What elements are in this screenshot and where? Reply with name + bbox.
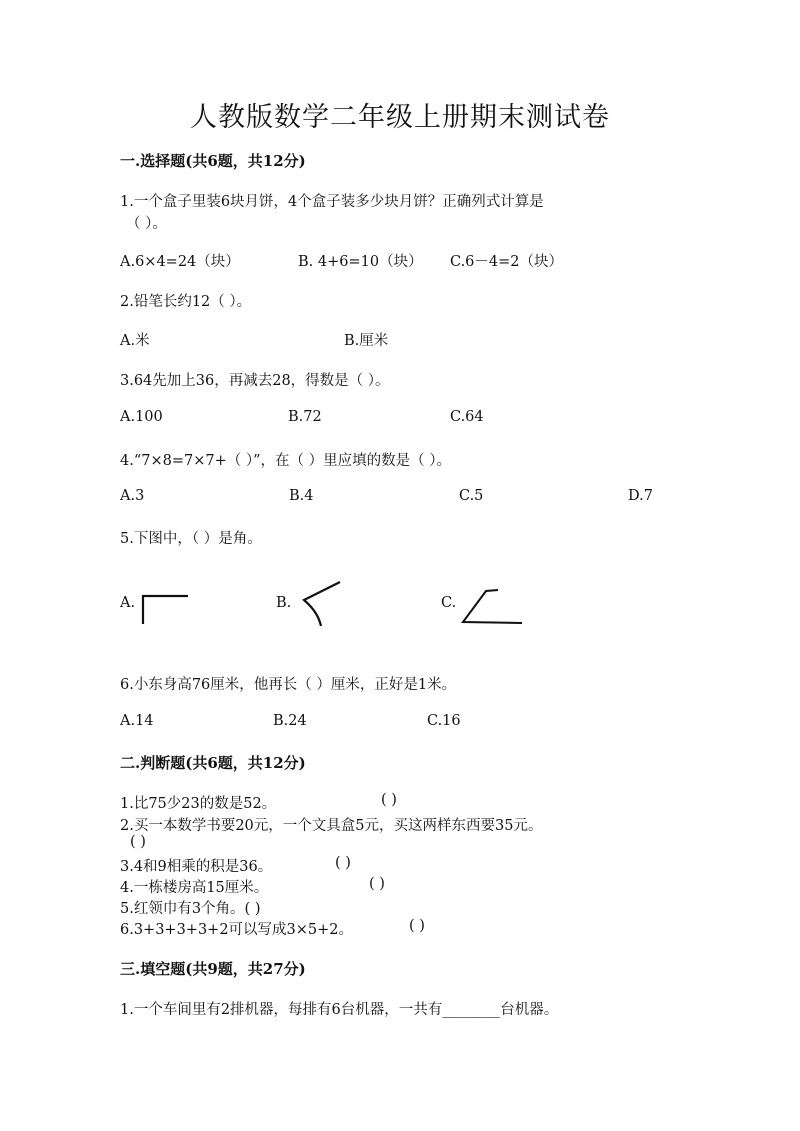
question-1-option-b[interactable]: B. 4+6=10（块）: [298, 254, 423, 270]
question-3-option-c[interactable]: C.64: [450, 409, 484, 425]
question-4-text: 4.“7×8=7×7+（ ）”，在（ ）里应填的数是（ ）。: [120, 453, 451, 469]
question-5-text: 5.下图中，（ ）是角。: [120, 531, 262, 547]
question-1-text: 1.一个盒子里装6块月饼，4个盒子装多少块月饼？正确列式计算是: [120, 194, 544, 210]
question-5-option-a[interactable]: A.: [120, 595, 136, 611]
question-5-option-c[interactable]: C.: [441, 595, 457, 611]
question-6-option-c[interactable]: C.16: [427, 713, 461, 729]
question-4-option-b[interactable]: B.4: [289, 488, 314, 504]
judge-item-2: 2.买一本数学书要20元，一个文具盒5元，买这两样东西要35元。: [120, 818, 543, 834]
judge-item-3-paren[interactable]: ( ): [335, 855, 351, 871]
fill-question-1: 1.一个车间里有2排机器，每排有6台机器，一共有________台机器。: [120, 1002, 559, 1018]
question-1-option-c[interactable]: C.6－4=2（块）: [450, 254, 564, 270]
judge-item-4: 4.一栋楼房高15厘米。: [120, 880, 269, 896]
question-3-option-a[interactable]: A.100: [120, 409, 163, 425]
page-title: 人教版数学二年级上册期末测试卷: [190, 102, 610, 133]
question-3-text: 3.64先加上36，再减去28，得数是（ ）。: [120, 373, 390, 389]
question-4-option-a[interactable]: A.3: [120, 488, 145, 504]
figure-curved-angle: [294, 578, 346, 630]
judge-item-5: 5.红领巾有3个角。( ): [120, 901, 261, 917]
judge-item-2-paren[interactable]: ( ): [130, 834, 146, 850]
question-2-option-a[interactable]: A.米: [120, 333, 150, 349]
question-2-text: 2.铅笔长约12（ ）。: [120, 294, 252, 310]
question-4-option-d[interactable]: D.7: [628, 488, 653, 504]
section-heading-judge: 二.判断题(共6题，共12分): [120, 754, 306, 772]
question-6-option-b[interactable]: B.24: [273, 713, 307, 729]
question-1-option-a[interactable]: A.6×4=24（块）: [120, 254, 240, 270]
figure-bent-line: [458, 586, 528, 628]
section-heading-choice: 一.选择题(共6题，共12分): [120, 152, 306, 170]
section-heading-fill: 三.填空题(共9题，共27分): [120, 960, 306, 978]
question-2-option-b[interactable]: B.厘米: [344, 333, 389, 349]
question-6-text: 6.小东身高76厘米，他再长（ ）厘米，正好是1米。: [120, 677, 457, 693]
question-6-option-a[interactable]: A.14: [120, 713, 154, 729]
judge-item-3: 3.4和9相乘的积是36。: [120, 859, 273, 875]
question-5-option-b[interactable]: B.: [276, 595, 292, 611]
question-3-option-b[interactable]: B.72: [288, 409, 322, 425]
question-4-option-c[interactable]: C.5: [459, 488, 484, 504]
judge-item-6-paren[interactable]: ( ): [409, 918, 425, 934]
judge-item-6: 6.3+3+3+3+2可以写成3×5+2。: [120, 922, 354, 938]
figure-right-angle: [138, 590, 194, 626]
judge-item-4-paren[interactable]: ( ): [369, 876, 385, 892]
judge-item-1-paren[interactable]: ( ): [381, 792, 397, 808]
judge-item-1: 1.比75少23的数是52。: [120, 796, 277, 812]
question-1-text-cont: （ ）。: [126, 216, 167, 232]
